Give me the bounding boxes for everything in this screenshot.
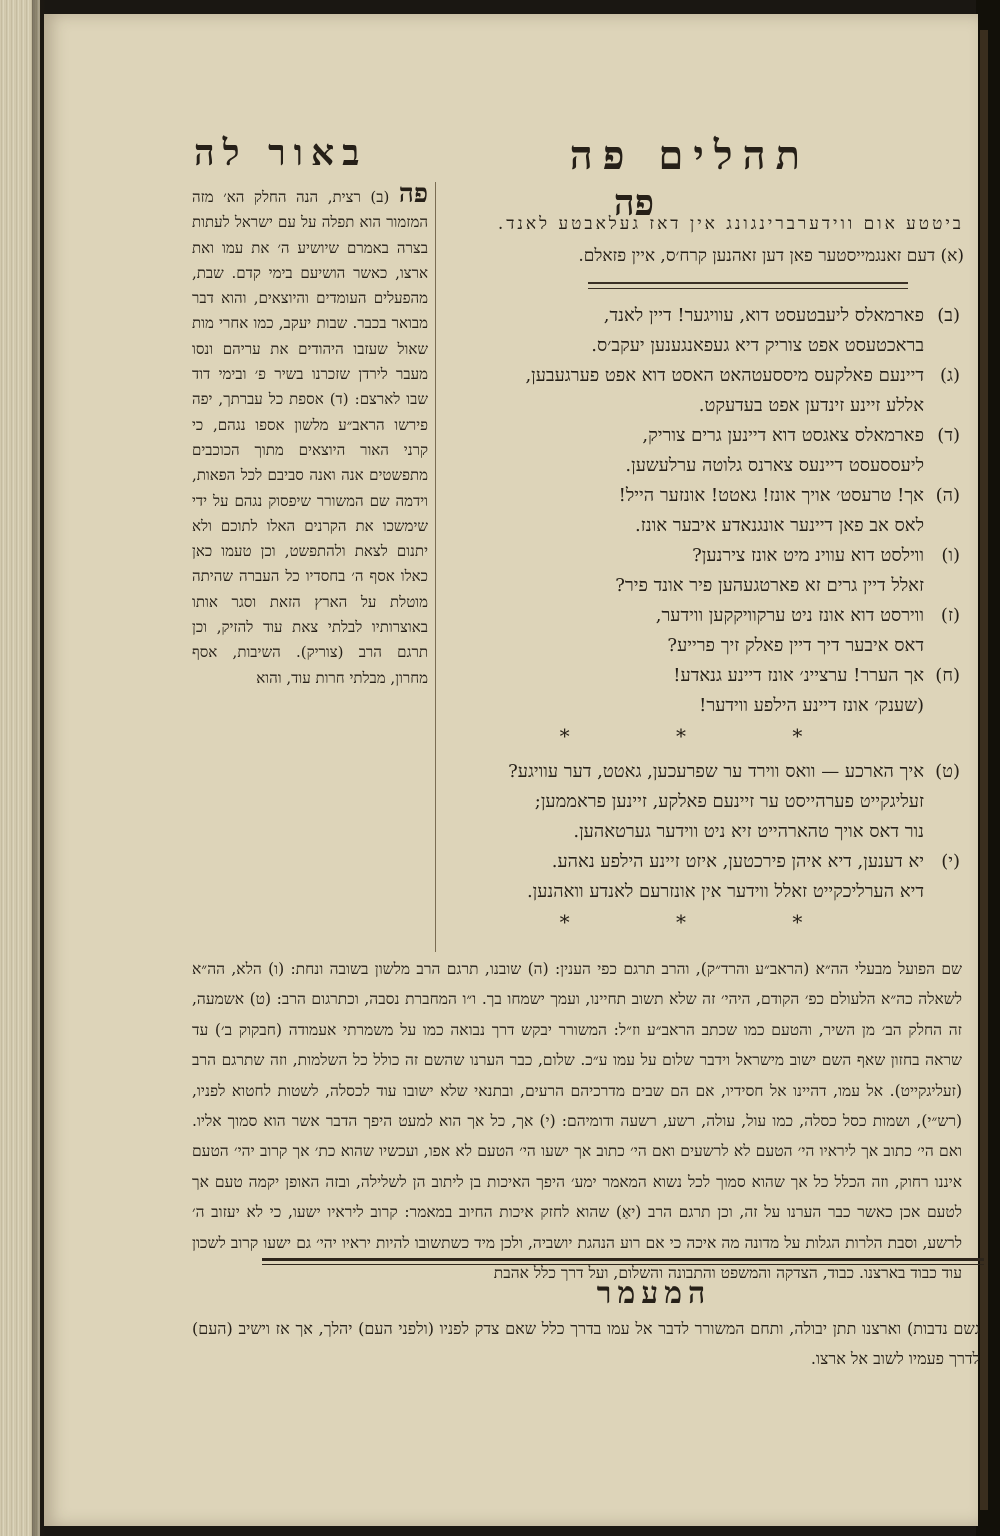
running-header-right: תהלים פה xyxy=(569,132,810,179)
verse xyxy=(448,601,964,661)
verse-number: (י) xyxy=(941,851,960,872)
commentary-text: (ב) רצית, הנה החלק הא׳ מזה המזמור הוא תפלה על עם ישראל לעתות בצרה באמרם שיושיע ה׳ את עמו ואת ארצו, כאשר הושיעם בימי קדם. שבת, מהפעלים העומדים והיוצאים, והוא דבר מבואר בכבר. שבות יעקב, כמו אחרי מות שאול שעזבו היהודים את עריהם ונסו מעבר לירדן שזכרנו בשיר פ׳ ובימי דוד שבו לארצם: (ד) אספת כל עברתך, יפה פירשו הראב״ע מלשון אספו נגהם, כי קרני האור היוצאים מתוך הכוכבים מתפשטים אנה ואנה סביבם לכל הפאות, וידמה שם המשורר שיפסוק נגהם על ידי שימשכו את הקרנים האלו לתוכם ולא יתנום לצאת ולהתפשט, וכן טעמו כאן כאלו אסף ה׳ בחסדיו כל העברה שהיתה מוטלת על הארץ הזאת וסגר אותו באוצרותיו לבלתי צאת עוד להזיק, וכן תרגם הרב (צוריק). השיבות, אסף מחרון, מבלתי חרות עוד, והוא xyxy=(192,188,428,687)
verse xyxy=(448,361,964,421)
psalm-number: פה xyxy=(613,182,655,224)
verse-line-2: דיא הערליכקייט זאלל ווידער אין אונזרעם לאנדע וואהנען. xyxy=(526,881,924,902)
verse-line-2: זאלל דיין גרים זא פארטגעהען פיר אונד פיר? xyxy=(615,575,924,596)
verse-line-1: פארמאלס ליעבטעסט דוא, עוויגער! דיין לאנד, xyxy=(603,305,924,326)
verse-line-1: איך הארכע — וואס ווירד ער שפרעכען, גאטט, דער עוויגע? xyxy=(508,761,924,782)
verse-line-1: ווילסט דוא עווינ מיט אונז צירנען? xyxy=(692,545,924,566)
hameamer-text: גשם נדבות) וארצנו תתן יבולה, ותחם המשורר לדבר אל עמו בדרך כלל שאם צדק לפניו (ולפני העם) יהלך, אך אז וישיב (העם) לדרך פעמיו לשוב אל ארצו. xyxy=(192,1319,980,1368)
verse-line-1: אך! טרעסט׳ אויך אונז! גאטט! אונזער הייל! xyxy=(618,485,924,506)
section-rule-bottom xyxy=(262,1258,984,1261)
verse xyxy=(448,301,964,361)
verse-line-1: יא דענען, דיא איהן פירכטען, איזט זיינע הילפע נאהע. xyxy=(551,851,924,872)
verse-text: דעם זאנגמייסטער פאן דען זאהנען קרח׳ס, איין פזאלם. xyxy=(578,246,936,266)
verse-line-2: (שענק׳ אונז דיינע הילפע ווידער! xyxy=(699,695,924,716)
commentary-lead: פה xyxy=(398,179,428,209)
verse-line-2: בראכטעסט אפט צוריק דיא געפאנגענען יעקב׳ס. xyxy=(591,335,924,356)
book-page xyxy=(44,14,978,1526)
verse-number: (א) xyxy=(940,246,964,266)
verse-number: (ט) xyxy=(935,761,960,782)
section-rule-bottom-thin xyxy=(262,1264,984,1265)
cover-band xyxy=(980,30,988,1510)
column-divider xyxy=(435,182,436,952)
verse-line-2: זעליגקייט פערהייסט ער זיינעם פאלקע, זיינען פראממען; xyxy=(534,791,924,812)
section-rule xyxy=(588,282,908,284)
verse-list xyxy=(448,301,964,721)
bottom-commentary: שם הפועל מבעלי הה״א (הראב״ע והרד״ק), והרב תרגם כפי הענין: (ה) שובנו, תרגם הרב מלשון בשובה ונחת: (ו) הלא, הה״א לשאלה כה״א הלעולם כפ׳ הקודם, היהי׳ זה שלא תשוב תחיינו, ועמך ישמחו בך. ו״ו המחברת נסבה, וכתרגום הרב: (ט) אשמעה, זה החלק הב׳ מן השיר, והטעם כמו שכתב הראב״ע וז״ל: המשורר יבקש דרך נבואה כמו על משמרתי אעמודה (חבקוק ב׳) עד שראה בחזון שאף השם ישוב מישראל וידבר שלום על עמו ע״כ. שלום, כבר הערנו שהשם זה כולל כל השלמות, וזה שתרגם הרב (זעליגקייט). אל עמו, דהיינו אל חסידיו, אם הם שבים מדרכיהם הרעים, ובתנאי שלא ישובו עוד לכסלה, לשטות לחטוא לפניו, (רש״י), ושמות כסל כסלה, כמו עול, עולה, רשע, רשעה ודומיהם: (י) אך, כל אך הוא למעט היפך הדבר אשר הוא סמוך אליו. ואם הי׳ כתוב אך ליראיו הי׳ הטעם לא לרשעים ואם הי׳ כתוב אך ישעו הי׳ הטעם לא אפו, ועכשיו שהוא כת׳ אך קרוב יהי׳ הטעם איננו רחוק, וזה הכלל כל אך שהוא סמוך לכל נשוא המאמר ימע׳ היפך האיכות בן ליתוב הן לשלילה, ובזה האופן יקמה טעם אך לטעם אכן כאשר כבר הערנו על זה, וכן תרגם הרב (יאַ) שהוא לחזק איכות החיוב במאמר: קרוב ליראיו ישעו, כי לא יעזוב ה׳ לרשע, וסבת הלרות הגלות על מדונה מה איכה כי אם רוע הנהגת יושביה, ולכן מיד כשתשובו להיות יראיו יהי׳ גם ישעו קרוב לשכון עוד כבוד בארצנו. כבוד, הצדקה והמשפט והתבונה והשלום, ועל דרך כלל אהבת xyxy=(192,960,962,1283)
verse-number: (ב) xyxy=(937,305,960,326)
verse xyxy=(448,817,964,847)
verse xyxy=(448,421,964,481)
verse-line-2: ליעססעסט דיינעס צארנס גלוטה ערלעשען. xyxy=(625,455,924,476)
hameamer-title: המעמר xyxy=(596,1276,712,1311)
verse-line-1: אך הערר! ערציינ׳ אונז דיינע גנאדע! xyxy=(673,665,924,686)
star-separator-2: * * * xyxy=(559,910,853,934)
verse-line-2: אללע זיינע זינדען אפט בעדעקט. xyxy=(698,395,924,416)
verse xyxy=(448,541,964,601)
verse-line-1: ווירסט דוא אונז ניט ערקוויקקען ווידער, xyxy=(655,605,924,626)
verse-line-2: דאס איבער דיך דיין פאלק זיך פרייע? xyxy=(667,635,924,656)
commentary-column xyxy=(192,179,428,950)
verse-number: (ד) xyxy=(937,425,960,446)
verse-number: (ו) xyxy=(941,545,960,566)
main-text-column xyxy=(448,212,964,942)
verse xyxy=(448,847,964,907)
verse-line-1: נור דאס אויך טהארהייט זיא ניט ווידער גערטאהען. xyxy=(573,821,924,842)
section-rule-thin xyxy=(588,288,908,289)
verse-1 xyxy=(448,244,964,268)
verse-line-2: לאס אב פאן דיינער אונגנאדע איבער אונז. xyxy=(635,515,924,536)
verse-list-2 xyxy=(448,757,964,907)
star-separator: * * * xyxy=(559,724,853,748)
verse-number: (ח) xyxy=(935,665,960,686)
running-header-left: באור לה xyxy=(194,132,368,174)
verse-number: (ז) xyxy=(940,605,960,626)
verse xyxy=(448,757,964,817)
verse-number: (ג) xyxy=(940,365,960,386)
verse-line-1: פארמאלס צאגסט דוא דיינען גרים צוריק, xyxy=(642,425,924,446)
verse-number: (ה) xyxy=(935,485,960,506)
verse xyxy=(448,481,964,541)
psalm-title: ביטטע אום ווידערברינגונג אין דאז געלאבטע לאנד. xyxy=(497,214,964,234)
verse-line-1: דיינעם פאלקעס מיססעטהאט האסט דוא אפט פערגעבען, xyxy=(525,365,924,386)
verse xyxy=(448,661,964,721)
